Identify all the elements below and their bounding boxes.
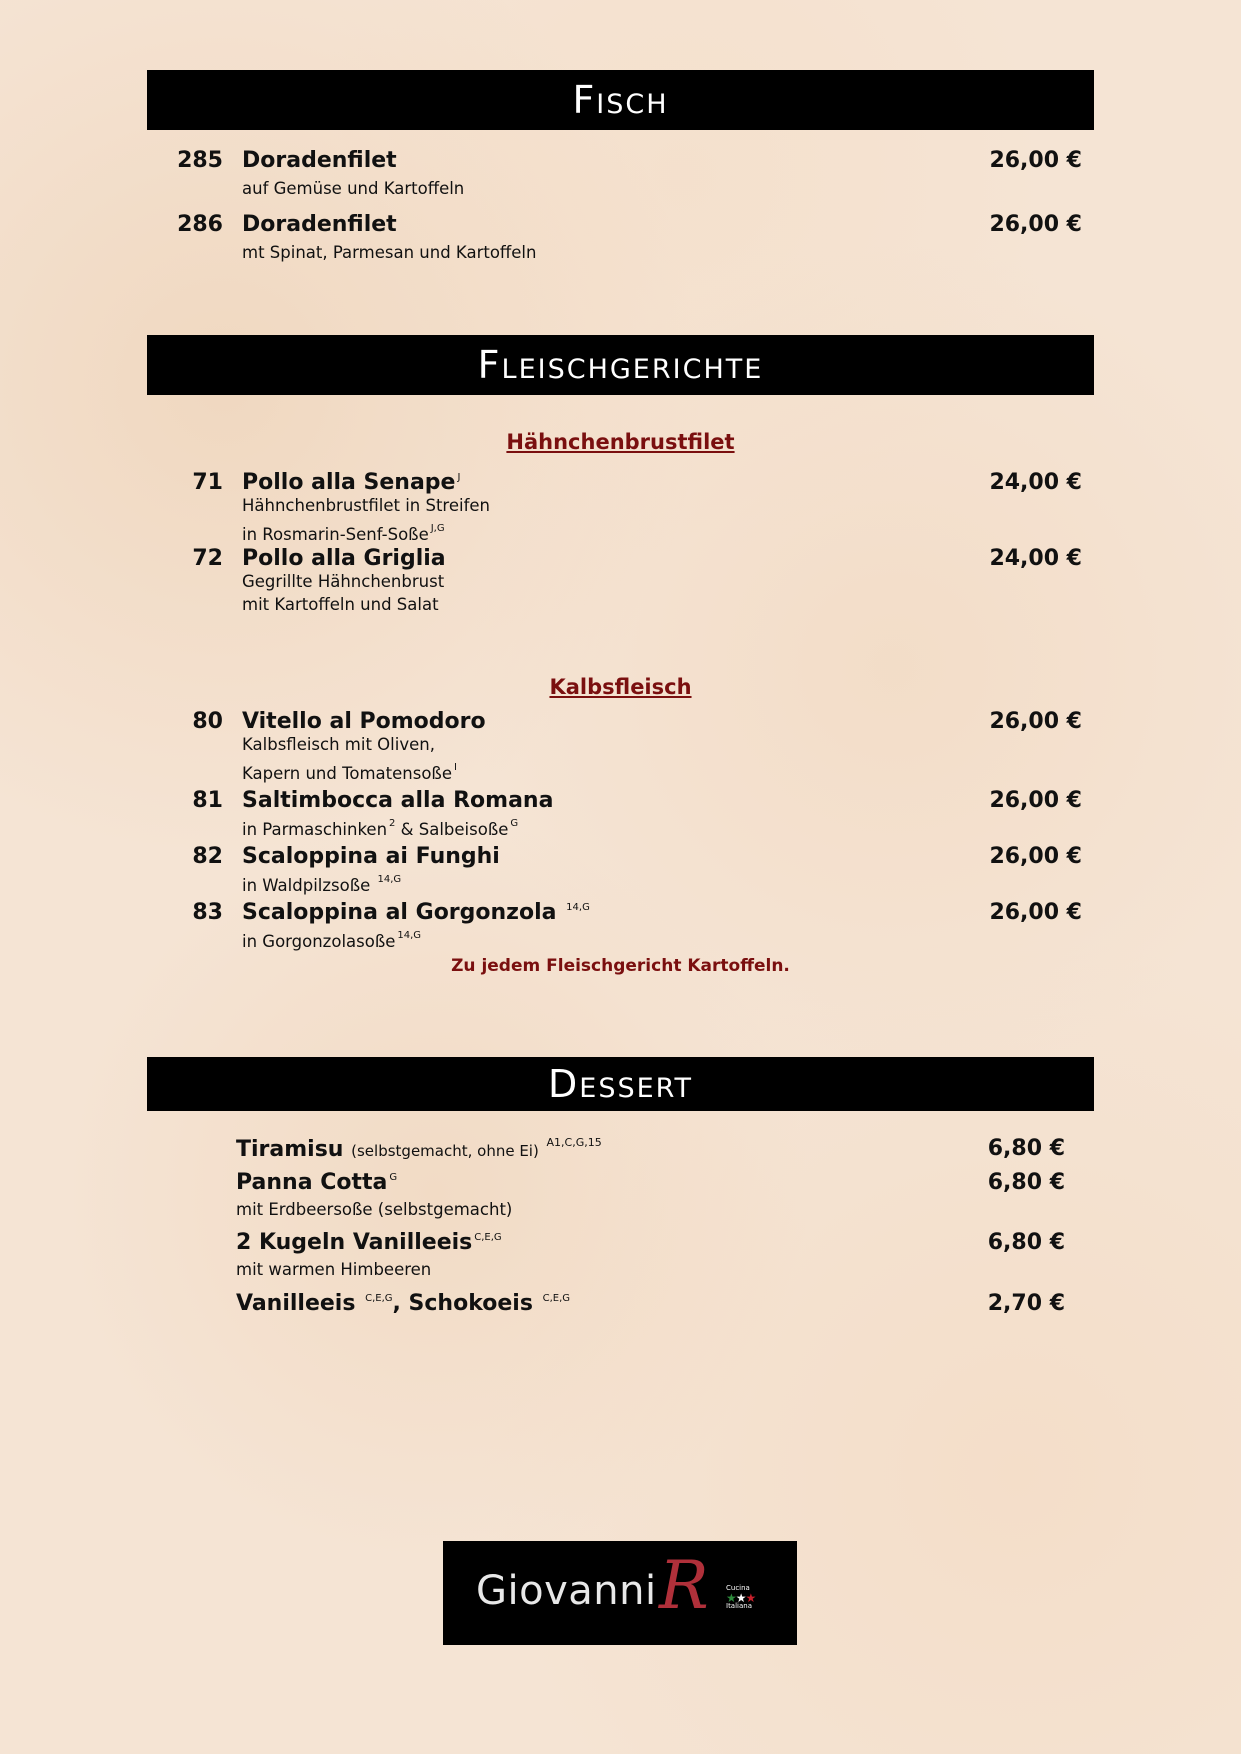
menu-item-285 — [147, 148, 1094, 208]
item-price: 26,00 € — [989, 900, 1082, 925]
item-price: 26,00 € — [989, 788, 1082, 813]
allergen-code: 14,G — [566, 902, 590, 913]
menu-item-83 — [147, 900, 1094, 950]
allergen-code: G — [510, 818, 519, 829]
item-description: mit Erdbeersoße (selbstgemacht) — [236, 1200, 513, 1219]
item-name: Scaloppina ai Funghi — [242, 844, 500, 869]
section-title-fleischgerichte: Fleischgerichte — [477, 343, 764, 387]
section-header-fisch — [147, 70, 1094, 130]
item-name: Doradenfilet — [242, 148, 397, 173]
allergen-code: 14,G — [377, 874, 402, 885]
item-number: 286 — [177, 212, 223, 237]
menu-item-286 — [147, 212, 1094, 272]
allergen-code: J — [457, 472, 461, 483]
section-header-fleischgerichte — [147, 335, 1094, 395]
item-description: in Gorgonzolasoße $^{14,G}$ — [242, 930, 422, 951]
item-number: 81 — [192, 788, 223, 813]
item-number: 72 — [192, 546, 223, 571]
item-name: Scaloppina al Gorgonzola $^{14,G}$ — [242, 900, 590, 925]
item-name: Vanilleeis $^{C,E,G}$, Schokoeis $^{C,E,G}$ — [236, 1291, 571, 1316]
section-title-dessert: Dessert — [548, 1062, 693, 1106]
allergen-code: I — [453, 762, 457, 773]
section-header-dessert — [147, 1057, 1094, 1111]
item-price: 6,80 € — [987, 1230, 1065, 1255]
item-description: Hähnchenbrustfilet in Streifen — [242, 496, 490, 515]
restaurant-logo — [443, 1541, 797, 1645]
item-name: 2 Kugeln Vanilleeis $^{C,E,G}$ — [236, 1230, 502, 1255]
logo-wordmark: Giovanni — [476, 1568, 657, 1614]
logo-tagline: Cucina Italiana — [726, 1584, 753, 1610]
item-description: in Parmaschinken $^2$ & Salbeisoße $^G$ — [242, 818, 519, 839]
menu-item-72 — [147, 546, 1094, 616]
dessert-item-panna-cotta — [236, 1170, 1066, 1225]
allergen-code: C,E,G — [474, 1232, 502, 1243]
section-title-fisch: Fisch — [572, 78, 669, 122]
menu-item-82 — [147, 844, 1094, 894]
item-description: mit warmen Himbeeren — [236, 1260, 432, 1279]
item-number: 82 — [192, 844, 223, 869]
logo-letter: R — [659, 1547, 709, 1624]
item-name: Saltimbocca alla Romana — [242, 788, 554, 813]
allergen-code: C,E,G — [365, 1293, 393, 1304]
item-price: 6,80 € — [987, 1136, 1065, 1161]
allergen-code: 2 — [389, 818, 396, 829]
item-description: mt Spinat, Parmesan und Kartoffeln — [242, 243, 537, 262]
item-price: 24,00 € — [989, 546, 1082, 571]
item-number: 285 — [177, 148, 223, 173]
italian-flag-stars-icon: ★★★ — [726, 1591, 756, 1605]
item-number: 80 — [192, 709, 223, 734]
menu-item-81 — [147, 788, 1094, 838]
item-price: 26,00 € — [989, 844, 1082, 869]
item-price: 26,00 € — [989, 212, 1082, 237]
item-description-2: mit Kartoffeln und Salat — [242, 595, 439, 614]
item-description: auf Gemüse und Kartoffeln — [242, 179, 465, 198]
item-name: Pollo alla Senape $^J$ — [242, 470, 461, 495]
subheading-kalbsfleisch: Kalbsfleisch — [549, 675, 692, 699]
item-number: 71 — [192, 470, 223, 495]
item-price: 26,00 € — [989, 709, 1082, 734]
subheading-haehnchen: Hähnchenbrustfilet — [506, 430, 735, 454]
allergen-code: G — [389, 1172, 398, 1183]
item-name: Panna Cotta $^G$ — [236, 1170, 398, 1195]
item-description: Gegrillte Hähnchenbrust — [242, 572, 445, 591]
item-name: Doradenfilet — [242, 212, 397, 237]
item-name: Tiramisu (selbstgemacht, ohne Ei) $^{A1,C,G,15}$ — [236, 1136, 602, 1162]
item-name: Pollo alla Griglia — [242, 546, 446, 571]
item-name: Vitello al Pomodoro — [242, 709, 486, 734]
item-price: 6,80 € — [987, 1170, 1065, 1195]
item-description-2: in Rosmarin-Senf-Soße $^{J,G}$ — [242, 523, 445, 544]
item-description-2: Kapern und Tomatensoße $^I$ — [242, 762, 457, 783]
item-description: Kalbsfleisch mit Oliven, — [242, 735, 435, 754]
dessert-item-tiramisu — [236, 1136, 1066, 1166]
menu-item-71 — [147, 470, 1094, 544]
item-description: in Waldpilzsoße $^{14,G}$ — [242, 874, 402, 895]
dessert-item-vanilleeis-himbeeren — [236, 1230, 1066, 1285]
item-note: (selbstgemacht, ohne Ei) — [351, 1142, 539, 1160]
menu-item-80 — [147, 709, 1094, 783]
side-dish-note: Zu jedem Fleischgericht Kartoffeln. — [451, 956, 790, 976]
allergen-code: A1,C,G,15 — [546, 1136, 602, 1149]
item-price: 26,00 € — [989, 148, 1082, 173]
allergen-code: 14,G — [397, 930, 422, 941]
item-price: 2,70 € — [987, 1291, 1065, 1316]
item-price: 24,00 € — [989, 470, 1082, 495]
allergen-code: C,E,G — [542, 1293, 571, 1304]
dessert-item-eis — [236, 1291, 1066, 1321]
item-number: 83 — [192, 900, 223, 925]
allergen-code: J,G — [430, 523, 445, 534]
